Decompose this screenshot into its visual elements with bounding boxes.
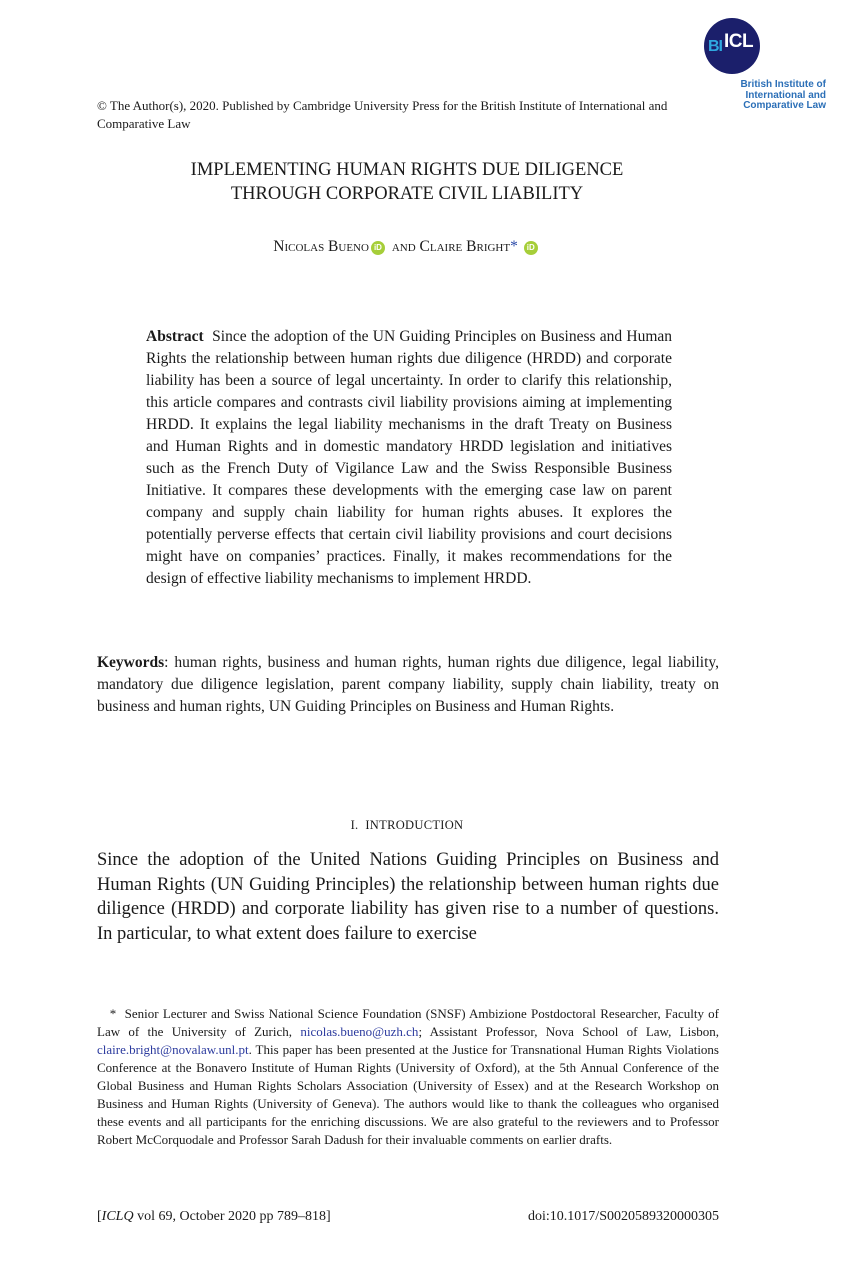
author-conjunction: and xyxy=(391,238,416,255)
orcid-icon[interactable]: iD xyxy=(524,241,538,255)
title-line-1: IMPLEMENTING HUMAN RIGHTS DUE DILIGENCE xyxy=(190,160,624,180)
institute-logo-text xyxy=(726,80,826,112)
section-heading xyxy=(97,818,717,833)
copyright-notice: © The Author(s), 2020. Published by Cambridge University Press for the British Institute of International and Comparative Law xyxy=(97,98,668,131)
footnote-marker-link[interactable]: * xyxy=(510,238,518,255)
footnote-part-2: ; Assistant Professor, Nova School of Law, Lisbon, xyxy=(418,1024,719,1039)
abstract xyxy=(146,326,672,590)
author-footnote xyxy=(97,1005,719,1149)
footnote-marker: * xyxy=(109,1006,117,1021)
journal-citation xyxy=(97,1209,331,1225)
institute-logo-mark xyxy=(704,18,760,74)
footnote-part-3: . This paper has been presented at the Justice for Transnational Human Rights Violations Conference at the Bonavero Institute of Human Rights (University of Oxford), at the 5th Annual Conference of the Global Business and Human Rights Scholars Association (University of Essex) and at the Research Workshop on Business and Human Rights (University of Geneva). The authors would like to thank the colleagues who organised these events and all participants for the enriching discussions. We are also grateful to the reviewers and to Professor Robert McCorquodale and Professor Sarah Dadush for their invaluable comments on earlier drafts. xyxy=(97,1042,719,1147)
author-1-name: Nicolas Bueno xyxy=(273,238,369,255)
introduction-paragraph: Since the adoption of the United Nations Guiding Principles on Business and Human Rights (UN Guiding Principles) the relationship between human rights due diligence (HRDD) and corporate liability has given rise to a number of questions. In particular, to what extent does failure to exercise xyxy=(97,850,719,944)
title-line-2: THROUGH CORPORATE CIVIL LIABILITY xyxy=(230,184,584,204)
abstract-label: Abstract xyxy=(146,328,204,345)
keywords-text: : human rights, business and human rights, human rights due diligence, legal liability, mandatory due diligence legislation, parent company liability, supply chain liability, treaty on business and human rights, UN Guiding Principles on Business and Human Rights. xyxy=(97,654,719,715)
section-number: I. xyxy=(350,818,359,832)
journal-name: ICLQ xyxy=(101,1209,134,1224)
logo-line-2: International and xyxy=(745,89,826,101)
logo-icl-text: ICL xyxy=(724,31,754,52)
author-line xyxy=(97,238,717,256)
article-title xyxy=(97,158,717,206)
doi: doi:10.1017/S0020589320000305 xyxy=(528,1209,719,1224)
author-2-name: Claire Bright xyxy=(419,238,511,255)
citation-details: vol 69, October 2020 pp 789–818] xyxy=(133,1209,331,1224)
keywords-label: Keywords xyxy=(97,654,165,671)
email-link-bueno[interactable]: nicolas.bueno@uzh.ch xyxy=(300,1024,419,1039)
orcid-icon[interactable]: iD xyxy=(371,241,385,255)
logo-line-1: British Institute of xyxy=(740,79,826,90)
logo-bi-text: BI xyxy=(708,38,722,55)
keywords xyxy=(97,652,719,718)
email-link-bright[interactable]: claire.bright@novalaw.unl.pt xyxy=(97,1042,249,1057)
abstract-text: Since the adoption of the UN Guiding Principles on Business and Human Rights the relationship between human rights due diligence (HRDD) and corporate liability has been a source of legal uncertainty. In order to clarify this relationship, this article compares and contrasts civil liability provisions aiming at implementing HRDD. It explains the legal liability mechanisms in the draft Treaty on Business and Human Rights and in domestic mandatory HRDD legislation and initiatives such as the French Duty of Vigilance Law and the Swiss Responsible Business Initiative. It compares these developments with the emerging case law on parent company and supply chain liability for human rights abuses. It explores the potentially perverse effects that certain civil liability provisions and court decisions might have on companies’ practices. Finally, it makes recommendations for the design of effective liability mechanisms to implement HRDD. xyxy=(146,328,672,587)
section-title: INTRODUCTION xyxy=(365,818,464,832)
logo-line-3: Comparative Law xyxy=(743,100,826,111)
footnote-part-1: Senior Lecturer and Swiss National Science Foundation (SNSF) Ambizione Postdoctoral Researcher, Faculty of Law of the University of Zurich, xyxy=(97,1006,720,1039)
citation-open-bracket: [ xyxy=(97,1209,102,1224)
